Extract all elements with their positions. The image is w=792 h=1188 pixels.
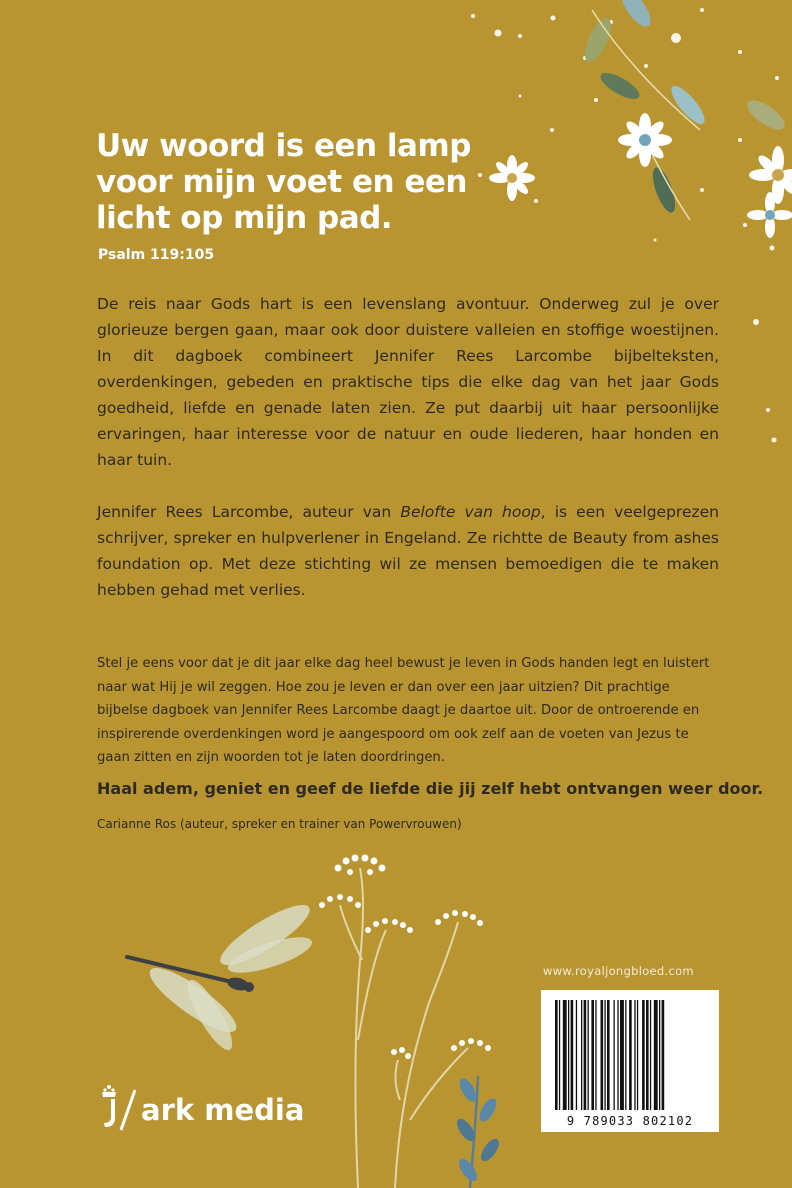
- publisher-website: www.royaljongbloed.com: [543, 964, 694, 978]
- blue-sprig-decoration: [454, 1076, 503, 1188]
- isbn-barcode: [541, 990, 719, 1132]
- dragonfly-icon: [127, 896, 317, 1056]
- leaves-decoration: [580, 0, 789, 220]
- barcode-bar: [607, 1000, 610, 1110]
- barcode-bar: [646, 1000, 649, 1110]
- barcode-bar: [637, 1000, 638, 1110]
- barcode-bar: [563, 1000, 567, 1110]
- barcode-bar: [642, 1000, 645, 1110]
- barcode-bar: [629, 1000, 632, 1110]
- endorsement-paragraph: Stel je eens voor dat je dit jaar elke dag heel bewust je leven in Gods handen legt en luistert naar wat Hij je wil zeggen. Hoe zou je leven er dan over een jaar uitzien? Dit prachtige bijbelse dagboek van Jennifer Rees Larcombe daagt je daartoe uit. Door de ontroerende en inspirerende overdenkingen word je aangespoord om ook zelf aan de voeten van Jezus te gaan zitten en zijn woorden tot je laten doordringen.: [97, 656, 710, 766]
- author-paragraph: [97, 499, 719, 603]
- barcode-bar: [588, 1000, 589, 1110]
- barcode-bar: [617, 1000, 618, 1110]
- barcode-bar: [662, 1000, 665, 1110]
- barcode-bar: [576, 1000, 577, 1110]
- barcode-bar: [604, 1000, 605, 1110]
- barcode-bar: [634, 1000, 635, 1110]
- barcode-bar: [650, 1000, 651, 1110]
- publisher-logo-text: ark media: [141, 1093, 305, 1127]
- barcode-bar: [614, 1000, 615, 1110]
- daisy-flowers-decoration: [489, 113, 792, 238]
- author-text-start: Jennifer Rees Larcombe, auteur van: [97, 503, 401, 521]
- ark-media-logo: [97, 1080, 304, 1132]
- quote-reference: Psalm 119:105: [98, 247, 215, 263]
- barcode-bar: [601, 1000, 604, 1110]
- umbel-flowers-decoration: [319, 855, 491, 1060]
- author-text-end: , is een veelgeprezen schrijver, spreker en hulpverlener in Engeland. Ze richtte de Beauty from ashes foundation op. Met deze stichting wil ze mensen bemoedigen die te maken hebben gehad met verlies.: [97, 503, 719, 599]
- description-paragraph: De reis naar Gods hart is een levenslang avontuur. Onderweg zul je over glorieuze bergen gaan, maar ook door duistere valleien en stoffige woestijnen. In dit dagboek combineert Jennifer Rees Larcombe bijbelteksten, overdenkingen, gebeden en praktische tips die elke dag van het jaar Gods goedheid, liefde en genade laten zien. Ze put daarbij uit haar persoonlijke ervaringen, haar interesse voor de natuur en oude liederen, haar honden en haar tuin.: [97, 295, 719, 469]
- barcode-bar: [620, 1000, 624, 1110]
- barcode-bar: [559, 1000, 560, 1110]
- barcode-bar: [571, 1000, 574, 1110]
- barcode-bar: [591, 1000, 594, 1110]
- barcode-bar: [568, 1000, 569, 1110]
- endorser-credit: Carianne Ros (auteur, spreker en trainer van Powervrouwen): [97, 817, 462, 831]
- crown-j-icon: [97, 1080, 137, 1132]
- book-title-reference: Belofte van hoop: [400, 503, 541, 521]
- barcode-bar: [555, 1000, 558, 1110]
- quote-line-3: licht op mijn pad.: [96, 200, 393, 236]
- barcode-bar: [625, 1000, 626, 1110]
- bible-quote: [96, 128, 496, 236]
- isbn-number: 9 789033 802102: [566, 1114, 694, 1128]
- barcode-bar: [659, 1000, 660, 1110]
- barcode-bar: [595, 1000, 596, 1110]
- barcode-bar: [654, 1000, 658, 1110]
- barcode-bar: [581, 1000, 582, 1110]
- barcode-bar: [584, 1000, 587, 1110]
- tagline: Haal adem, geniet en geef de liefde die jij zelf hebt ontvangen weer door.: [97, 779, 764, 798]
- quote-line-2: voor mijn voet en een: [96, 164, 467, 200]
- barcode-bars: [541, 990, 719, 1132]
- quote-line-1: Uw woord is een lamp: [96, 128, 471, 164]
